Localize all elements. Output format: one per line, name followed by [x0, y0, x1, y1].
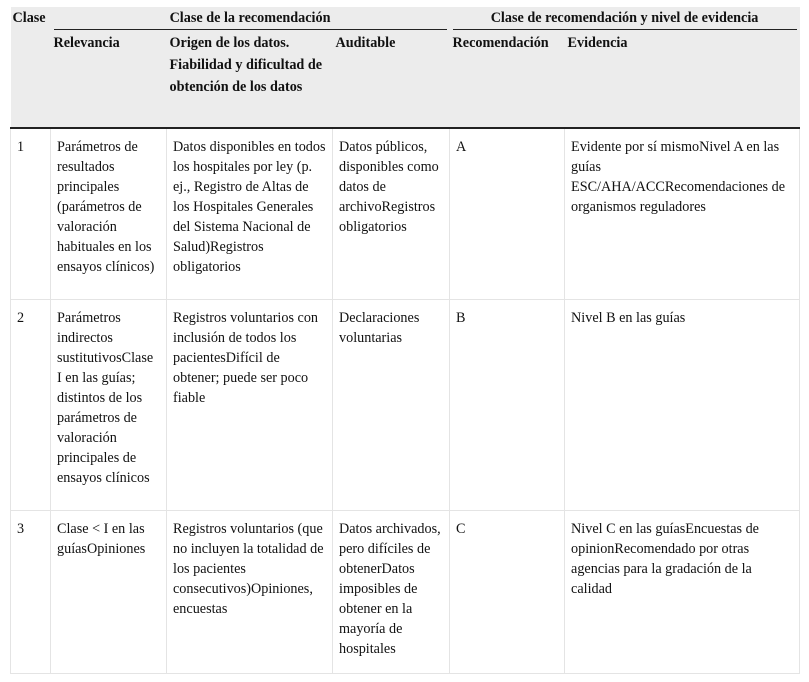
table-row	[11, 299, 800, 510]
evidence-table	[10, 7, 800, 674]
header-recomendacion: Recomendación	[450, 30, 565, 128]
cell-evidencia: Nivel B en las guías	[565, 299, 800, 510]
cell-clase: 2	[11, 299, 51, 510]
header-group-recomendacion	[51, 7, 450, 30]
header-auditable: Auditable	[333, 30, 450, 128]
cell-recomendacion: C	[450, 510, 565, 673]
header-group-recomendacion-label: Clase de la recomendación	[54, 8, 447, 30]
header-group-nivel-evidencia	[450, 7, 800, 30]
cell-recomendacion: A	[450, 128, 565, 299]
cell-auditable: Datos públicos, disponibles como datos de archivoRegistros obligatorios	[333, 128, 450, 299]
header-clase: Clase	[11, 7, 51, 30]
header-evidencia: Evidencia	[565, 30, 800, 128]
header-relevancia: Relevancia	[51, 30, 167, 128]
cell-auditable: Datos archivados, pero difíciles de obtenerDatos imposibles de obtener en la mayoría de hospitales	[333, 510, 450, 673]
cell-evidencia: Evidente por sí mismoNivel A en las guías ESC/AHA/ACCRecomendaciones de organismos reguladores	[565, 128, 800, 299]
cell-relevancia: Clase < I en las guíasOpiniones	[51, 510, 167, 673]
cell-relevancia: Parámetros indirectos sustitutivosClase I en las guías; distintos de los parámetros de valoración principales de ensayos clínicos	[51, 299, 167, 510]
header-empty	[11, 30, 51, 128]
table-row	[11, 510, 800, 673]
cell-origen: Registros voluntarios (que no incluyen la totalidad de los pacientes consecutivos)Opiniones, encuestas	[167, 510, 333, 673]
cell-recomendacion: B	[450, 299, 565, 510]
cell-origen: Datos disponibles en todos los hospitales por ley (p. ej., Registro de Altas de los Hospitales Generales del Sistema Nacional de Salud)Registros obligatorios	[167, 128, 333, 299]
header-group-nivel-label: Clase de recomendación y nivel de evidencia	[453, 8, 797, 30]
cell-relevancia: Parámetros de resultados principales (parámetros de valoración habituales en los ensayos clínicos)	[51, 128, 167, 299]
table-row	[11, 128, 800, 299]
cell-auditable: Declaraciones voluntarias	[333, 299, 450, 510]
table-header	[11, 7, 800, 128]
cell-clase: 1	[11, 128, 51, 299]
cell-evidencia: Nivel C en las guíasEncuestas de opinionRecomendado por otras agencias para la gradación de la calidad	[565, 510, 800, 673]
header-origen: Origen de los datos. Fiabilidad y dificultad de obtención de los datos	[167, 30, 333, 128]
cell-origen: Registros voluntarios con inclusión de todos los pacientesDifícil de obtener; puede ser poco fiable	[167, 299, 333, 510]
cell-clase: 3	[11, 510, 51, 673]
